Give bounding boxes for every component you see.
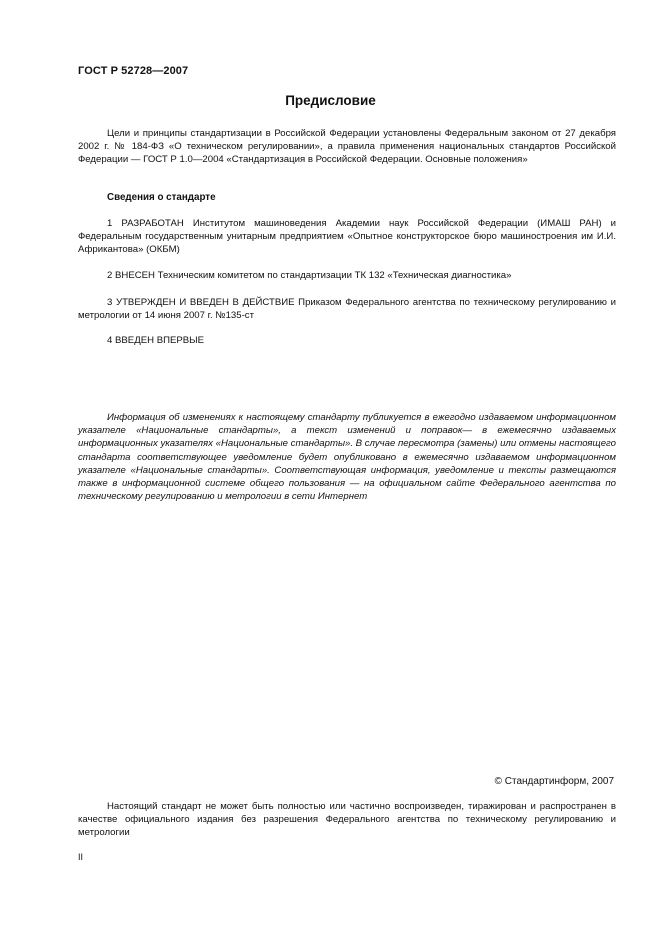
reproduction-notice-text: Настоящий стандарт не может быть полностью или частично воспроизведен, тиражирован и распространен в качестве официального издания без разрешения Федерального агентства по техническому регулированию и метрологии (78, 801, 616, 839)
amendments-notice (78, 411, 616, 503)
intro-text: Цели и принципы стандартизации в Российской Федерации установлены Федеральным законом от 27 декабря 2002 г. № 184-ФЗ «О техническом регулировании», а правила применения национальных стандартов Российской Федерации — ГОСТ Р 1.0—2004 «Стандартизация в Российской Федерации. Основные положения» (78, 128, 616, 166)
copyright: © Стандартинформ, 2007 (494, 776, 614, 787)
intro-paragraph (78, 127, 616, 167)
item-2 (78, 269, 616, 282)
item-1-text: 1 РАЗРАБОТАН Институтом машиноведения Академии наук Российской Федерации (ИМАШ РАН) и Федеральным государственным унитарным предприятием «Опытное конструкторское бюро машиностроения им И.И. Африкантова» (ОКБМ) (78, 218, 616, 256)
item-3 (78, 296, 616, 322)
item-4 (78, 334, 616, 347)
item-4-text: 4 ВВЕДЕН ВПЕРВЫЕ (107, 335, 205, 346)
page-number: II (78, 852, 84, 862)
document-code: ГОСТ Р 52728—2007 (78, 65, 189, 77)
item-2-text: 2 ВНЕСЕН Техническим комитетом по стандартизации ТК 132 «Техническая диагностика» (107, 270, 512, 281)
page-title: Предисловие (285, 93, 376, 108)
amendments-notice-text: Информация об изменениях к настоящему стандарту публикуется в ежегодно издаваемом информационном указателе «Национальные стандарты», а текст изменений и поправок— в ежемесячно издаваемых информационных указателях «Национальные стандарты». В случае пересмотра (замены) или отмены настоящего стандарта соответствующее уведомление будет опубликовано в ежемесячно издаваемом информационном указателе «Национальные стандарты». Соответствующая информация, уведомление и тексты размещаются также в информационной системе общего пользования — на официальном сайте Федерального агентства по техническому регулированию и метрологии в сети Интернет (78, 412, 616, 503)
item-3-text: 3 УТВЕРЖДЕН И ВВЕДЕН В ДЕЙСТВИЕ Приказом Федерального агентства по техническому регулированию и метрологии от 14 июня 2007 г. №135-ст (78, 297, 616, 322)
reproduction-notice (78, 800, 616, 840)
item-1 (78, 217, 616, 257)
standard-info-heading: Сведения о стандарте (107, 192, 216, 203)
